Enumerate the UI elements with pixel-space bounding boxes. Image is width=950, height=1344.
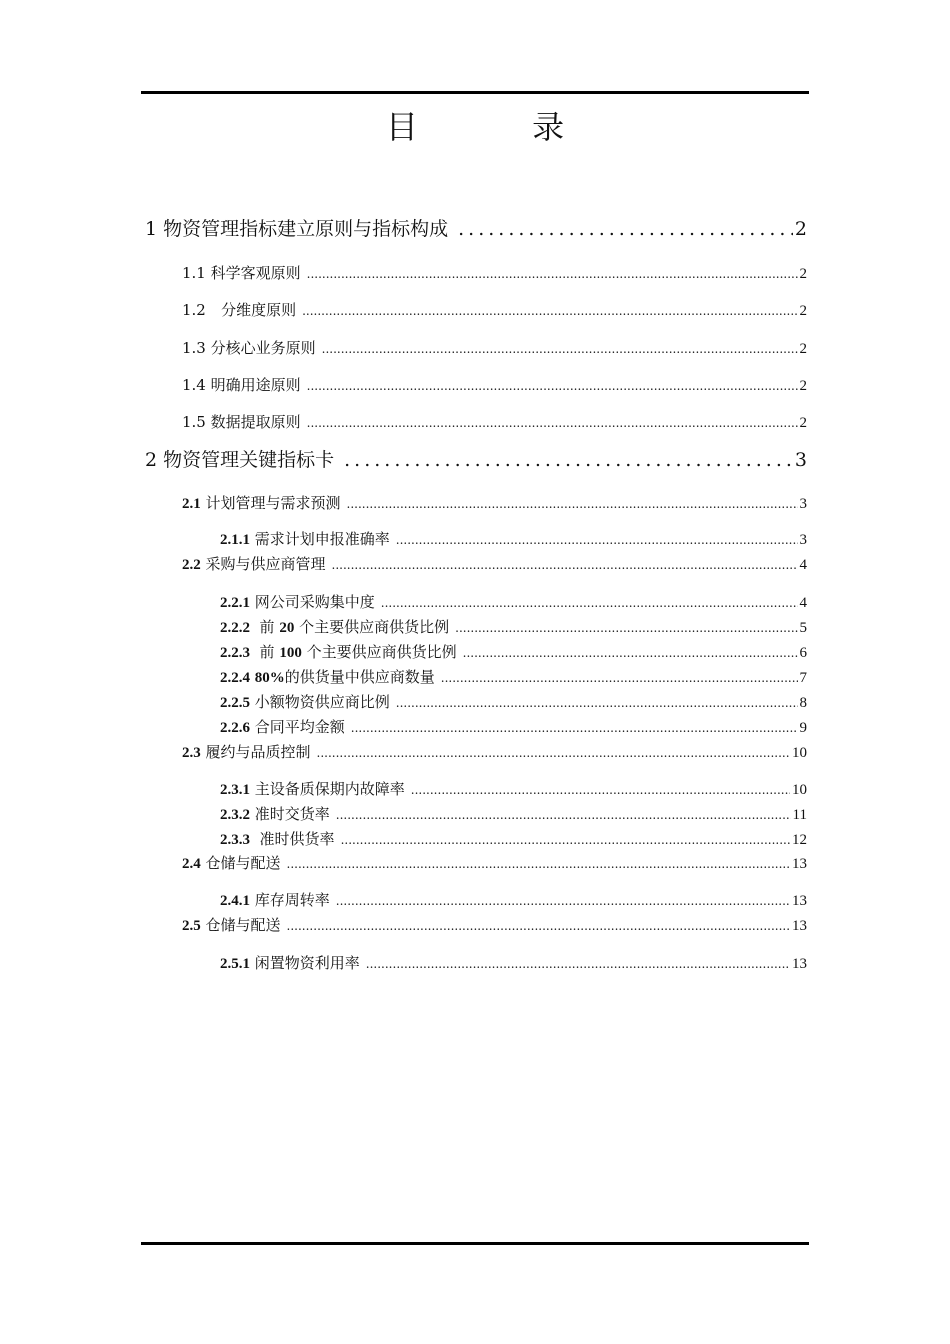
toc-entry-2-2-6[interactable] bbox=[220, 716, 807, 737]
toc-entry-1-1[interactable] bbox=[182, 262, 807, 283]
dot-leader bbox=[287, 919, 790, 933]
toc-page-number: 10 bbox=[792, 782, 807, 798]
dot-leader bbox=[455, 621, 797, 635]
toc-number: 2.4 bbox=[182, 856, 201, 872]
toc-page-number: 6 bbox=[799, 645, 807, 661]
toc-label: 个主要供应商供货比例 bbox=[306, 643, 457, 661]
toc-label: 1.4 明确用途原则 bbox=[182, 376, 301, 394]
toc-entry-2-5[interactable] bbox=[182, 914, 807, 935]
dot-leader bbox=[317, 746, 790, 760]
toc-number: 2.2 bbox=[182, 557, 201, 573]
toc-entry-2-1-1[interactable] bbox=[220, 528, 807, 549]
toc-label: 个主要供应商供货比例 bbox=[299, 618, 450, 636]
toc-label: 2 物资管理关键指标卡 bbox=[145, 449, 335, 471]
toc-label: 履约与品质控制 bbox=[205, 743, 311, 761]
toc-entry-2-3-2[interactable] bbox=[220, 803, 807, 824]
dot-leader bbox=[307, 416, 798, 430]
toc-entry-2-2[interactable] bbox=[182, 553, 807, 574]
dot-leader bbox=[351, 721, 798, 735]
toc-page-number: 13 bbox=[792, 918, 807, 934]
toc-number: 2.3.3 bbox=[220, 832, 250, 848]
toc-entry-2-2-1[interactable] bbox=[220, 591, 807, 612]
dot-leader bbox=[307, 267, 798, 281]
toc-label: 准时交货率 bbox=[254, 805, 330, 823]
toc-page-number: 2 bbox=[799, 266, 807, 282]
toc-label: 1.1 科学客观原则 bbox=[182, 264, 301, 282]
toc-label: 小额物资供应商比例 bbox=[254, 693, 390, 711]
toc-label: 网公司采购集中度 bbox=[254, 593, 375, 611]
toc-page-number: 12 bbox=[792, 832, 807, 848]
toc-label: 需求计划申报准确率 bbox=[254, 530, 390, 548]
top-rule bbox=[141, 91, 809, 94]
toc-label: 库存周转率 bbox=[254, 891, 330, 909]
toc-page-number: 2 bbox=[799, 415, 807, 431]
toc-page-number: 13 bbox=[792, 956, 807, 972]
toc-entry-1-4[interactable] bbox=[182, 374, 807, 395]
dot-leader bbox=[463, 646, 798, 660]
toc-label: 分维度原则 bbox=[221, 301, 297, 319]
toc-number: 2.1 bbox=[182, 496, 201, 512]
toc-number: 2.2.4 bbox=[220, 670, 250, 686]
toc-label-prefix: 前 bbox=[259, 643, 275, 661]
toc-entry-1[interactable] bbox=[145, 214, 807, 241]
toc-page-number: 8 bbox=[799, 695, 807, 711]
toc-entry-2-5-1[interactable] bbox=[220, 952, 807, 973]
dot-leader bbox=[366, 957, 790, 971]
dot-leader bbox=[302, 304, 797, 318]
toc-label: 仓储与配送 bbox=[205, 916, 281, 934]
toc-number: 2.2.2 bbox=[220, 620, 250, 636]
dot-leader bbox=[287, 857, 790, 871]
toc-number: 2.3.2 bbox=[220, 807, 250, 823]
toc-entry-2-4[interactable] bbox=[182, 852, 807, 873]
toc-page-number: 13 bbox=[792, 893, 807, 909]
toc-label-prefix: 前 bbox=[259, 618, 275, 636]
toc-label: 闲置物资利用率 bbox=[254, 954, 360, 972]
toc-page-number: 3 bbox=[799, 532, 807, 548]
dot-leader bbox=[341, 833, 790, 847]
toc-label: 1.5 数据提取原则 bbox=[182, 413, 301, 431]
toc-page-number: 9 bbox=[799, 720, 807, 736]
toc-number: 2.4.1 bbox=[220, 893, 250, 909]
toc-label: 采购与供应商管理 bbox=[205, 555, 326, 573]
toc-entry-2-2-2[interactable] bbox=[220, 616, 807, 637]
toc-entry-2-2-4[interactable] bbox=[220, 666, 807, 687]
toc-page-number: 4 bbox=[799, 557, 807, 573]
toc-page-number: 2 bbox=[799, 303, 807, 319]
toc-label-number: 100 bbox=[279, 645, 302, 661]
toc-number: 2.3 bbox=[182, 745, 201, 761]
toc-label-number: 20 bbox=[279, 620, 295, 636]
toc-label: 的供货量中供应商数量 bbox=[284, 668, 435, 686]
page-title: 目 录 bbox=[385, 108, 617, 146]
dot-leader bbox=[396, 533, 798, 547]
toc-label: 仓储与配送 bbox=[205, 854, 281, 872]
toc-label: 1 物资管理指标建立原则与指标构成 bbox=[145, 218, 449, 240]
toc-label: 合同平均金额 bbox=[254, 718, 345, 736]
dot-leader bbox=[381, 596, 798, 610]
toc-entry-1-2[interactable] bbox=[182, 299, 807, 320]
toc-page-number: 3 bbox=[794, 449, 807, 471]
toc-label: 计划管理与需求预测 bbox=[205, 494, 341, 512]
dot-leader bbox=[322, 342, 798, 356]
dot-leader bbox=[441, 671, 798, 685]
toc-entry-2-3-3[interactable] bbox=[220, 828, 807, 849]
toc-page-number: 3 bbox=[799, 496, 807, 512]
toc-entry-2-2-3[interactable] bbox=[220, 641, 807, 662]
toc-number: 2.5.1 bbox=[220, 956, 250, 972]
toc-entry-2[interactable] bbox=[145, 445, 807, 472]
toc-page-number: 7 bbox=[799, 670, 807, 686]
toc-number: 2.2.5 bbox=[220, 695, 250, 711]
toc-page-number: 2 bbox=[799, 341, 807, 357]
toc-page-number: 5 bbox=[799, 620, 807, 636]
toc-number: 2.1.1 bbox=[220, 532, 250, 548]
dot-leader bbox=[344, 449, 793, 471]
toc-label: 1.3 分核心业务原则 bbox=[182, 339, 316, 357]
toc-entry-2-4-1[interactable] bbox=[220, 889, 807, 910]
toc-entry-2-2-5[interactable] bbox=[220, 691, 807, 712]
toc-number: 2.3.1 bbox=[220, 782, 250, 798]
toc-number: 2.5 bbox=[182, 918, 201, 934]
toc-page-number: 13 bbox=[792, 856, 807, 872]
dot-leader bbox=[411, 783, 790, 797]
bottom-rule bbox=[141, 1242, 809, 1245]
toc-label-number: 80% bbox=[254, 670, 285, 686]
dot-leader bbox=[396, 696, 798, 710]
dot-leader bbox=[458, 218, 793, 240]
toc-entry-2-1[interactable] bbox=[182, 492, 807, 513]
toc-label: 准时供货率 bbox=[259, 830, 335, 848]
toc-page-number: 10 bbox=[792, 745, 807, 761]
toc-entry-1-3[interactable] bbox=[182, 337, 807, 358]
toc-number: 2.2.1 bbox=[220, 595, 250, 611]
toc-entry-2-3-1[interactable] bbox=[220, 778, 807, 799]
toc-number: 2.2.3 bbox=[220, 645, 250, 661]
toc-page-number: 2 bbox=[799, 378, 807, 394]
dot-leader bbox=[336, 808, 791, 822]
dot-leader bbox=[336, 894, 790, 908]
dot-leader bbox=[347, 497, 798, 511]
toc-entry-2-3[interactable] bbox=[182, 741, 807, 762]
toc-number: 1.2 bbox=[182, 301, 206, 319]
toc-page-number: 2 bbox=[794, 218, 807, 240]
toc-label: 主设备质保期内故障率 bbox=[254, 780, 405, 798]
toc-page-number: 11 bbox=[792, 807, 807, 823]
toc-number: 2.2.6 bbox=[220, 720, 250, 736]
toc-page-number: 4 bbox=[799, 595, 807, 611]
toc-entry-1-5[interactable] bbox=[182, 411, 807, 432]
dot-leader bbox=[332, 558, 798, 572]
dot-leader bbox=[307, 379, 798, 393]
